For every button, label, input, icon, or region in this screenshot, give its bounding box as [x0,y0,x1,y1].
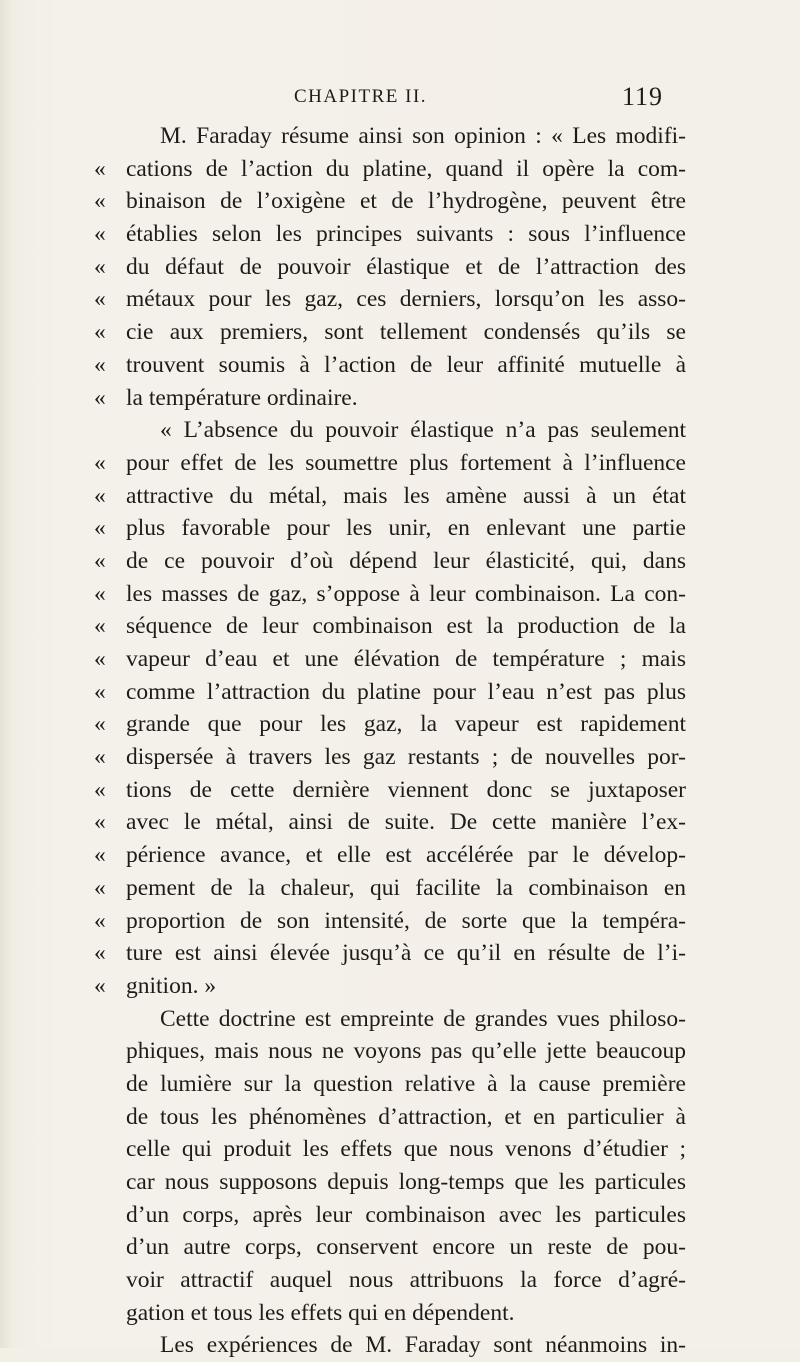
text-line [94,382,686,415]
quote-mark: « [94,744,106,771]
line-text: pour effet de les soumettre plus fortement à l’influence [126,449,686,476]
quote-mark: « [94,842,106,869]
line-text: Cette doctrine est empreinte de grandes vues philoso- [160,1005,686,1032]
text-line [126,1166,686,1199]
page-number: 119 [622,82,664,111]
text-line [94,806,686,839]
text-line [94,447,686,480]
text-line [126,1329,686,1362]
text-line [94,251,686,284]
quote-mark: « [94,155,106,182]
quote-mark: « [94,319,106,346]
quote-mark: « [94,776,106,803]
quote-mark: « [94,874,106,901]
line-text: car nous supposons depuis long-temps que les particules [126,1169,686,1195]
quote-mark: « [94,221,106,248]
page-header [0,82,800,116]
quote-mark: « [94,515,106,542]
text-line [94,545,686,578]
line-text: séquence de leur combinaison est la production de la [126,613,686,640]
line-text: M. Faraday résume ainsi son opinion : « Les modifi- [160,123,686,149]
text-line [94,512,686,545]
text-line [126,1101,686,1134]
quote-mark: « [94,711,106,738]
line-text: attractive du métal, mais les amène aussi à un état [126,482,686,509]
line-text: ture est ainsi élevée jusqu’à ce qu’il en résulte de l’i- [126,940,686,967]
quote-mark: « [94,384,106,411]
line-text: gnition. » [126,972,217,999]
line-text: d’un corps, après leur combinaison avec les particules [126,1201,686,1228]
text-line [94,316,686,349]
line-text: voir attractif auquel nous attribuons la force d’agré- [126,1267,686,1294]
quote-mark: « [94,449,106,476]
text-line [126,1003,686,1036]
text-line [94,610,686,643]
line-text: de lumière sur la question relative à la cause première [126,1070,686,1097]
line-text: dispersée à travers les gaz restants ; de nouvelles por- [126,744,686,771]
line-text: de tous les phénomènes d’attraction, et en particulier à [126,1103,686,1130]
text-line [94,283,686,316]
text-line [126,1199,686,1232]
line-text: gation et tous les effets qui en dépendent. [126,1299,515,1326]
line-text: cie aux premiers, sont tellement condensés qu’ils se [126,319,686,346]
text-line [94,218,686,251]
line-text: cations de l’action du platine, quand il opère la com- [126,155,686,182]
text-line [94,708,686,741]
line-text: la température ordinaire. [126,384,358,411]
quote-mark: « [94,580,106,607]
line-text: proportion de son intensité, de sorte que la tempéra- [126,907,686,934]
line-text: trouvent soumis à l’action de leur affinité mutuelle à [126,351,686,378]
line-text: du défaut de pouvoir élastique et de l’attraction des [126,253,686,280]
quote-mark: « [94,907,106,934]
line-text: métaux pour les gaz, ces derniers, lorsqu’on les asso- [126,286,686,313]
line-text: les masses de gaz, s’oppose à leur combinaison. La con- [126,580,686,607]
line-text: pement de la chaleur, qui facilite la combinaison en [126,874,686,901]
quote-mark: « [94,613,106,640]
line-text: Les expériences de M. Faraday sont néanmoins in- [160,1332,686,1359]
text-line [126,414,686,447]
line-text: avec le métal, ainsi de suite. De cette manière l’ex- [126,809,686,836]
text-line [94,970,686,1003]
text-line [94,153,686,186]
text-line [94,578,686,611]
text-line [94,839,686,872]
text-line [94,676,686,709]
text-line [94,937,686,970]
text-line [126,1133,686,1166]
quote-mark: « [94,253,106,280]
line-text: plus favorable pour les unir, en enlevant une partie [126,515,686,542]
text-line [94,480,686,513]
body-text [94,120,686,1362]
line-text: celle qui produit les effets que nous venons d’étudier ; [126,1136,686,1163]
text-line [94,905,686,938]
line-text: binaison de l’oxigène et de l’hydrogène, peuvent être [126,188,686,215]
line-text: phiques, mais nous ne voyons pas qu’elle jette beaucoup [126,1038,686,1065]
quote-mark: « [94,646,106,672]
line-text: de ce pouvoir d’où dépend leur élasticité, qui, dans [126,547,686,574]
line-text: tions de cette dernière viennent donc se juxtaposer [126,776,686,803]
quote-mark: « [94,940,106,967]
text-line [94,741,686,774]
line-text: « L’absence du pouvoir élastique n’a pas seulement [160,417,686,444]
quote-mark: « [94,188,106,215]
quote-mark: « [94,547,106,574]
text-line [126,120,686,153]
line-text: comme l’attraction du platine pour l’eau n’est pas plus [126,678,686,705]
text-line [94,643,686,676]
line-text: grande que pour les gaz, la vapeur est rapidement [126,711,686,738]
text-line [126,1035,686,1068]
text-line [94,185,686,218]
text-line [94,774,686,807]
line-text: périence avance, et elle est accélérée par le dévelop- [126,842,686,869]
text-line [126,1068,686,1101]
line-text: vapeur d’eau et une élévation de température ; mais [126,646,686,672]
quote-mark: « [94,678,106,705]
quote-mark: « [94,972,106,999]
line-text: établies selon les principes suivants : sous l’influence [126,221,686,248]
quote-mark: « [94,286,106,313]
text-line [94,349,686,382]
running-head: CHAPITRE II. [294,86,428,107]
quote-mark: « [94,351,106,378]
quote-mark: « [94,482,106,509]
line-text: d’un autre corps, conservent encore un reste de pou- [126,1234,686,1261]
text-line [94,872,686,905]
quote-mark: « [94,809,106,836]
text-line [126,1231,686,1264]
text-line [126,1264,686,1297]
text-line [126,1297,686,1330]
